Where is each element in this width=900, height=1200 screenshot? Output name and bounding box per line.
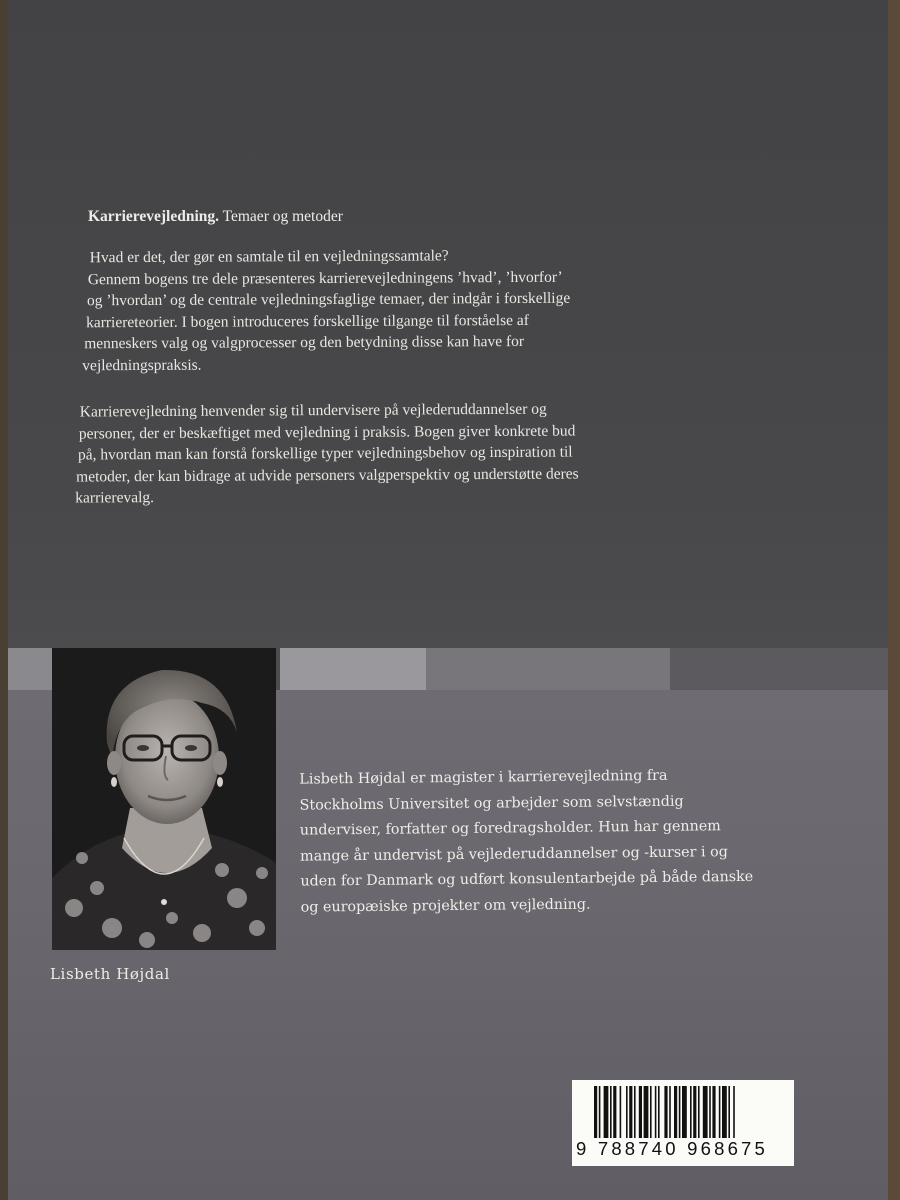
intro-line: menneskers valg og valgprocesser og den betydning disse kan have for [84,332,525,353]
isbn-digits: 9 788740 968675 [576,1138,769,1159]
barcode-bar [728,1086,730,1138]
author-portrait-image [52,648,276,950]
barcode-bar [664,1086,667,1138]
decor-band-mid [280,648,426,692]
bio-line: mange år undervist på vejlederuddannelser og -kurser i og [300,843,728,865]
intro-line: vejledningspraksis. [82,356,202,374]
barcode-bar [594,1086,597,1138]
barcode-bar [650,1086,652,1138]
barcode-bar [669,1086,671,1138]
barcode-bar [733,1086,735,1138]
author-name-caption: Lisbeth Højdal [50,965,170,983]
barcode-bar [655,1086,657,1138]
second-line: Karrierevejledning henvender sig til undervisere på vejlederuddannelser og [79,400,547,421]
barcode-bar [629,1086,632,1138]
author-photo [52,648,276,950]
intro-line: Gennem bogens tre dele præsenteres karrierevejledningens ’hvad’, ’hvorfor’ [87,268,563,288]
decor-band-mid2 [426,648,670,692]
bio-line: Stockholms Universitet og arbejder som selvstændig [299,793,684,814]
barcode-bar [693,1086,696,1138]
second-line: personer, der er beskæftiget med vejledning i praksis. Bogen giver konkrete bud [78,421,576,443]
barcode-bar [709,1086,711,1138]
bio-line: underviser, forfatter og foredragsholder. Hun har gennem [299,818,721,839]
book-title-line [88,208,343,226]
second-line: metoder, der kan bidrage at udvide personers valgperspektiv og understøtte deres [76,464,579,486]
intro-paragraph [84,245,571,377]
barcode-bar [599,1086,601,1138]
author-bio [299,762,801,920]
bio-line: og europæiske projekter om vejledning. [300,896,591,916]
barcode-bar [613,1086,616,1138]
barcode-bar [674,1086,677,1138]
barcode-bar [712,1086,715,1138]
barcode-bar [658,1086,660,1138]
barcode-bar [679,1086,681,1138]
intro-line: karriereteorier. I bogen introduceres forskellige tilgange til forståelse af [86,311,529,331]
barcode-bar [610,1086,612,1138]
second-line: på, hvordan man kan forstå forskellige typer vejledningsbehov og inspiration til [77,443,573,464]
barcode-bars [572,1082,794,1142]
barcode-bar [644,1086,649,1138]
barcode-bar [703,1086,708,1138]
bio-line: Lisbeth Højdal er magister i karrierevejledning fra [299,767,668,788]
book-subtitle: Temaer og metoder [219,208,343,225]
bio-line: uden for Danmark og udført konsulentarbejde på både danske [300,868,754,890]
barcode-bar [690,1086,692,1138]
barcode-bar [682,1086,687,1138]
decor-band-right [670,648,888,692]
barcode-bar [634,1086,636,1138]
barcode-bar [604,1086,609,1138]
intro-line: og ’hvordan’ og de centrale vejledningsfaglige temaer, der indgår i forskellige [86,289,571,310]
intro-line: Hvad er det, der gør en samtale til en vejledningssamtale? [89,247,449,267]
barcode-bar [639,1086,642,1138]
book-title: Karrierevejledning. [88,208,220,225]
table-background [888,0,900,1200]
barcode-bar [698,1086,700,1138]
barcode-bar [722,1086,727,1138]
barcode-bar [620,1086,622,1138]
barcode-bar [719,1086,721,1138]
second-line: karrierevalg. [75,489,155,507]
isbn-barcode [572,1080,794,1166]
barcode-bar [626,1086,628,1138]
second-paragraph [76,398,579,509]
